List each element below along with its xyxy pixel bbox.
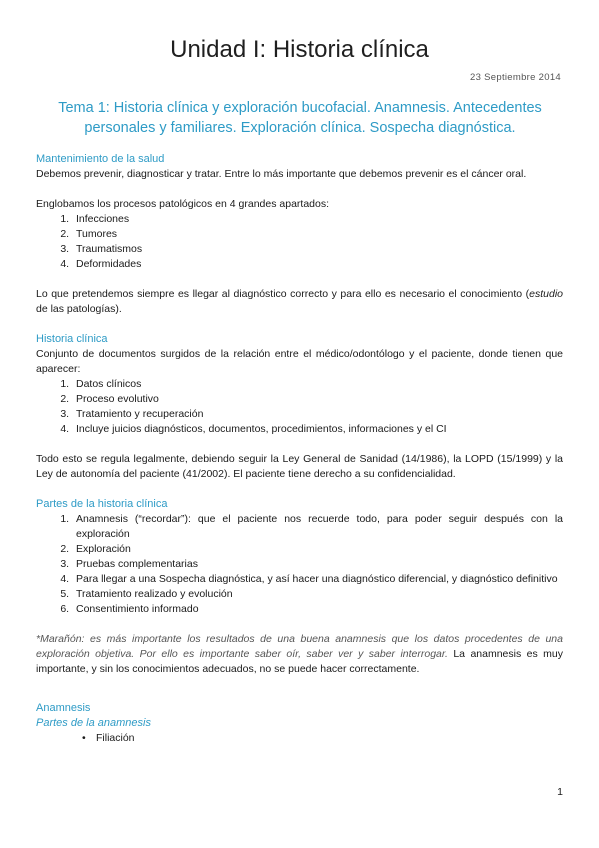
paragraph: Conjunto de documentos surgidos de la relación entre el médico/odontólogo y el paciente, donde tienen que aparecer: bbox=[36, 348, 563, 375]
list-item: 4. Incluye juicios diagnósticos, documentos, procedimientos, informaciones y el CI bbox=[72, 422, 563, 437]
list-item: 1. Datos clínicos bbox=[72, 377, 563, 392]
list-item: 6. Consentimiento informado bbox=[72, 602, 563, 617]
document-date: 23 Septiembre 2014 bbox=[470, 72, 561, 83]
list-item: 2. Proceso evolutivo bbox=[72, 392, 563, 407]
section-heading-anamnesis: Anamnesis bbox=[36, 702, 91, 714]
list-item: 5. Tratamiento realizado y evolución bbox=[72, 587, 563, 602]
list-item: 3. Tratamiento y recuperación bbox=[72, 407, 563, 422]
section-heading-partes: Partes de la historia clínica bbox=[36, 498, 168, 510]
bullet-list bbox=[36, 731, 563, 746]
paragraph: Debemos prevenir, diagnosticar y tratar. Entre lo más importante que debemos prevenir es el cáncer oral. bbox=[36, 168, 527, 180]
paragraph: Todo esto se regula legalmente, debiendo seguir la Ley General de Sanidad (14/1986), la LOPD (15/1999) y la Ley de autonomía del paciente (41/2002). El paciente tiene derecho a su confidencialidad. bbox=[36, 453, 563, 480]
numbered-list bbox=[36, 212, 563, 272]
document-title: Unidad I: Historia clínica bbox=[170, 36, 429, 63]
list-item: 1. Anamnesis (“recordar”): que el paciente nos recuerde todo, para poder seguir después con la exploración bbox=[72, 512, 563, 542]
list-item: 4. Deformidades bbox=[72, 257, 563, 272]
list-item: 3. Traumatismos bbox=[72, 242, 563, 257]
page-number: 1 bbox=[557, 786, 563, 798]
numbered-list bbox=[36, 377, 563, 437]
paragraph: Englobamos los procesos patológicos en 4 grandes apartados: bbox=[36, 198, 330, 210]
numbered-list bbox=[36, 512, 563, 617]
list-item: • Filiación bbox=[96, 731, 563, 746]
section-heading-mantenimiento: Mantenimiento de la salud bbox=[36, 153, 165, 165]
list-item: 2. Exploración bbox=[72, 542, 563, 557]
topic-heading: Tema 1: Historia clínica y exploración bucofacial. Anamnesis. Antecedentes personales y familiares. Exploración clínica. Sospecha diagnóstica. bbox=[58, 100, 542, 136]
note-paragraph: *Marañón: es más importante los resultados de una buena anamnesis que los datos procedentes de una exploración objetiva. Por ello es importante saber oír, saber ver y saber interrogar. La anamnesis es muy importante, y sin los conocimientos adecuados, no se puede hacer correctamente. bbox=[36, 633, 563, 675]
subheading-partes-anamnesis: Partes de la anamnesis bbox=[36, 717, 151, 729]
list-item: 2. Tumores bbox=[72, 227, 563, 242]
paragraph: Lo que pretendemos siempre es llegar al diagnóstico correcto y para ello es necesario el conocimiento (estudio de las patologías). bbox=[36, 288, 563, 315]
list-item: 1. Infecciones bbox=[72, 212, 563, 227]
list-item: 4. Para llegar a una Sospecha diagnóstica, y así hacer una diagnóstico diferencial, y diagnóstico definitivo bbox=[72, 572, 563, 587]
document-body bbox=[36, 152, 563, 746]
section-heading-historia-clinica: Historia clínica bbox=[36, 333, 108, 345]
list-item: 3. Pruebas complementarias bbox=[72, 557, 563, 572]
